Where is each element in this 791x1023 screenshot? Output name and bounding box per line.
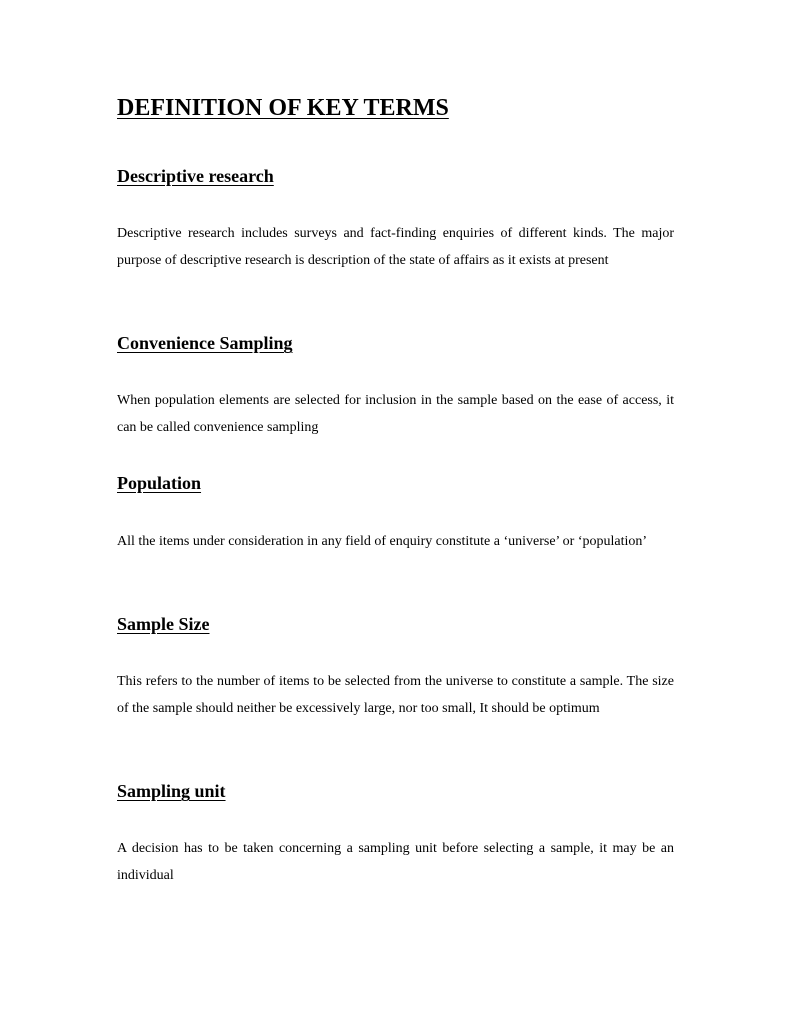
section-body-sample-size: This refers to the number of items to be selected from the universe to constitute a sample. The size of the sample should neither be excessively large, nor too small, It should be optimum — [117, 674, 674, 716]
section-heading-sampling-unit: Sampling unit — [117, 781, 226, 801]
section-body-sampling-unit: A decision has to be taken concerning a sampling unit before selecting a sample, it may be an individual — [117, 841, 674, 883]
section-heading-population: Population — [117, 473, 202, 493]
section-body-population: All the items under consideration in any field of enquiry constitute a ‘universe’ or ‘population’ — [117, 534, 648, 549]
page-title: DEFINITION OF KEY TERMS — [117, 95, 449, 121]
section-heading-convenience-sampling: Convenience Sampling — [117, 333, 293, 353]
section-heading-sample-size: Sample Size — [117, 614, 210, 634]
section-body-descriptive-research: Descriptive research includes surveys and fact-finding enquiries of different kinds. The major purpose of descriptive research is description of the state of affairs as it exists at present — [117, 226, 674, 268]
section-body-convenience-sampling: When population elements are selected for inclusion in the sample based on the ease of access, it can be called convenience sampling — [117, 393, 674, 435]
section-heading-descriptive-research: Descriptive research — [117, 166, 274, 186]
